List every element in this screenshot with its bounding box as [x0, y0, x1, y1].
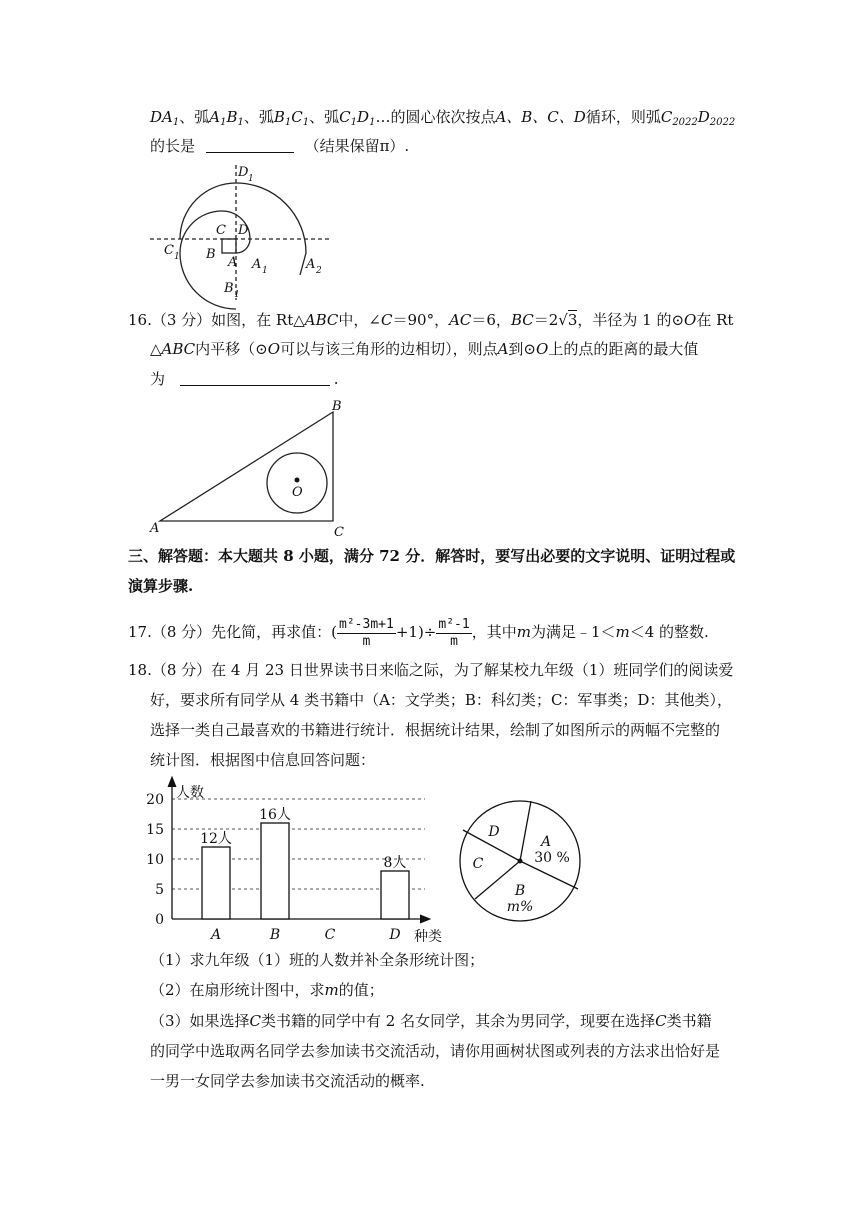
fraction-numerator: m²-3m+1: [339, 616, 394, 632]
label-B1: B: [224, 281, 234, 296]
y-tick-label: 10: [146, 852, 164, 868]
label-D1: D: [238, 165, 249, 180]
q18-text: m: [324, 981, 339, 999]
q18-sub2: [150, 980, 384, 1000]
fraction-denominator: m: [450, 633, 458, 649]
q15-sub: 2022: [709, 117, 736, 128]
q18-text: C: [655, 1012, 667, 1030]
fraction-numerator: m²-1: [438, 616, 470, 632]
q15-text: （结果保留π）.: [304, 137, 410, 155]
label-C: C: [334, 525, 344, 540]
q15-text: A、B、C、D: [495, 108, 586, 126]
label-A: A: [228, 255, 238, 270]
label-sub: 1: [248, 174, 254, 184]
label-B: B: [206, 247, 216, 262]
q16-text: ＝2: [533, 311, 559, 329]
q16-text: C: [381, 311, 393, 329]
q15-text: C: [660, 108, 673, 126]
q18-text: （3）如果选择: [150, 1012, 250, 1030]
q16-text: ABC: [304, 311, 339, 329]
y-tick-label: 0: [155, 912, 164, 928]
q17-text: ，其中: [471, 623, 517, 641]
q15-text: …的圆心依次按点: [375, 108, 496, 126]
section3-title-line1: 三、解答题：本大题共 8 小题，满分 72 分．解答时，要写出必要的文字说明、证明过程或: [128, 547, 736, 565]
q16-text: ＝90°，: [392, 311, 450, 329]
q15-sub: 1: [220, 117, 227, 128]
x-axis-label: 种类: [414, 929, 442, 945]
label-A: A: [150, 521, 160, 536]
q16-text: AC: [449, 311, 472, 329]
q15-text: C: [339, 108, 351, 126]
q18-text: 类书籍: [666, 1012, 712, 1030]
pie-center: [518, 859, 523, 864]
q15-text: D: [697, 108, 710, 126]
q16-text: △: [150, 340, 162, 358]
y-tick-label: 20: [146, 792, 164, 808]
q15-text: DA: [150, 108, 173, 126]
label-sub: 1: [234, 290, 240, 300]
q16-text: 上的点的距离的最大值: [548, 340, 699, 358]
q15-sub: 1: [350, 117, 358, 128]
q15-text: A: [209, 108, 221, 126]
q16-line3: 为 .: [150, 370, 339, 388]
q18-line1: 18.（8 分）在 4 月 23 日世界读书日来临之际，为了解某校九年级（1）班同学们的阅读爱: [128, 661, 734, 679]
q16-text: 在 Rt: [696, 311, 734, 329]
q18-text: （2）在扇形统计图中，求: [150, 981, 325, 999]
q15-sub: 2022: [672, 117, 698, 128]
q18-text: C: [249, 1012, 262, 1030]
q17-text: 为满足﹣1＜: [530, 623, 616, 641]
pie-slice-label: B: [514, 883, 526, 899]
q16-text: O: [267, 340, 281, 358]
q16-text: BC: [510, 311, 534, 329]
q18-sub3-line1: [150, 1011, 712, 1031]
q16-text: 可以与该三角形的边相切），则点: [280, 340, 498, 358]
label-A2: A: [306, 257, 316, 272]
pie-slice-label: C: [472, 856, 484, 872]
q16-text: O: [684, 311, 697, 329]
q16-text: 16.（3 分）如图，在 Rt△: [128, 311, 305, 329]
y-tick-label: 15: [146, 822, 164, 838]
q18-line4: 统计图．根据图中信息回答问题：: [150, 751, 376, 769]
q15-sub: 1: [302, 117, 310, 128]
x-tick-label: A: [210, 927, 222, 943]
label-sub: 1: [262, 266, 268, 276]
q16-text: ABC: [161, 340, 196, 358]
x-tick-label: C: [324, 927, 336, 943]
label-sub: 1: [174, 252, 180, 262]
label-C1: C: [164, 243, 174, 258]
label-sub: 2: [316, 266, 322, 276]
q16-text: A: [497, 340, 509, 358]
q16-text: ＝6，: [471, 311, 511, 329]
sqrt-symbol: √3: [558, 311, 578, 329]
q16-text: 3: [567, 311, 578, 329]
q17-text: m: [615, 623, 630, 641]
q15-sub: 1: [172, 117, 180, 128]
q15-sub: 1: [237, 117, 244, 128]
q15-text: 、弧: [243, 108, 274, 126]
label-A1: A: [252, 257, 262, 272]
data-label: 12人: [200, 831, 232, 847]
q16-text: 为: [150, 370, 166, 388]
pie-value-label: m%: [506, 899, 534, 915]
q18-sub3-line2: 的同学中选取两名同学去参加读书交流活动，请你用画树状图或列表的方法求出恰好是: [150, 1042, 721, 1060]
q17-text: ＜4 的整数.: [629, 623, 709, 641]
q15-sub: 1: [284, 117, 292, 128]
pie-value-label: 30 %: [534, 850, 570, 866]
label-C: C: [216, 223, 226, 238]
label-D: D: [238, 223, 249, 238]
q16-text: 内平移（⊙: [195, 340, 268, 358]
q17-text: +1: [395, 623, 418, 641]
q18-sub1: （1）求九年级（1）班的人数并补全条形统计图；: [150, 951, 485, 969]
q16-text: 中，∠: [338, 311, 381, 329]
q15-text: D: [357, 108, 370, 126]
q17-text: m: [516, 623, 531, 641]
fraction-denominator: m: [362, 633, 371, 649]
q18-sub3-line3: 一男一女同学去参加读书交流活动的概率.: [150, 1072, 425, 1090]
q18-text: 类书籍的同学中有 2 名女同学，其余为男同学，现要在选择: [261, 1012, 656, 1030]
q15-text: B: [226, 108, 238, 126]
x-tick-label: D: [389, 927, 401, 943]
q15-text: 的长是: [150, 137, 196, 155]
section3-title-line2: 演算步骤.: [128, 577, 194, 595]
q15-text: 循环，则弧: [585, 108, 661, 126]
q15-text: 、弧: [309, 108, 340, 126]
q18-line2: 好，要求所有同学从 4 类书籍中（A：文学类；B：科幻类；C：军事类；D：其他类），: [150, 691, 732, 709]
q18-text: 的值；: [338, 981, 384, 999]
data-label: 8人: [383, 855, 407, 871]
label-O: O: [292, 485, 303, 500]
q16-text: O: [536, 340, 549, 358]
pie-slice-label: A: [540, 834, 552, 850]
q17-text: )÷: [417, 623, 437, 641]
q16-text: ，半径为 1 的⊙: [577, 311, 685, 329]
y-tick-label: 5: [155, 882, 164, 898]
q18-line3: 选择一类自己最喜欢的书籍进行统计．根据统计结果，绘制了如图所示的两幅不完整的: [150, 721, 721, 739]
data-label: 16人: [259, 807, 291, 823]
q15-text: 、弧: [179, 108, 210, 126]
label-B: B: [332, 399, 342, 414]
x-tick-label: B: [269, 927, 281, 943]
q17-text: 17.（8 分）先化简，再求值：(: [128, 623, 338, 641]
pie-slice-label: D: [488, 824, 500, 840]
q15-text: C: [291, 108, 303, 126]
q15-sub: 1: [369, 117, 376, 128]
y-axis-label: 人数: [176, 785, 204, 801]
q15-text: B: [273, 108, 285, 126]
q16-text: 到⊙: [508, 340, 536, 358]
